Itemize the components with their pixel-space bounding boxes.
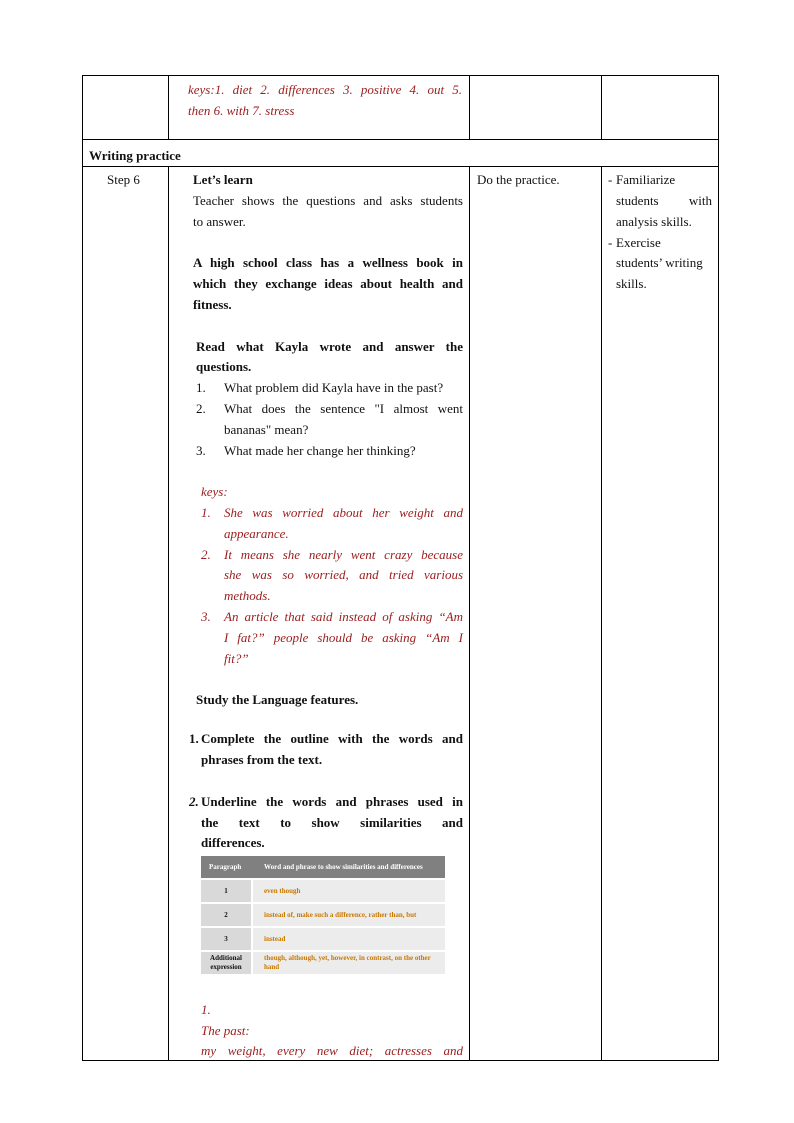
question-text: What does the sentence "I almost went xyxy=(224,401,463,416)
step-label: Step 6 xyxy=(107,172,140,187)
purpose-line: students’ writing xyxy=(616,255,703,270)
answer-text: An article that said instead of asking “Am xyxy=(224,609,463,624)
purpose-line: Exercise xyxy=(616,235,661,250)
student-activity: Do the practice. xyxy=(477,172,560,187)
row-divider xyxy=(82,139,719,140)
answer-text: fit?” xyxy=(224,651,249,666)
keys-line: then 6. with 7. stress xyxy=(188,103,295,118)
table-border-right xyxy=(718,75,719,1061)
task-number: 1. xyxy=(189,731,199,746)
words-cell: though, although, yet, however, in contrast, on the other hand xyxy=(253,952,445,974)
read-instruction: questions. xyxy=(196,359,252,374)
question-number: 1. xyxy=(196,380,206,395)
context-line: which they exchange ideas about health and xyxy=(193,276,463,291)
task-text: Underline the words and phrases used in xyxy=(201,794,463,809)
words-cell: even though xyxy=(253,880,445,902)
column-divider xyxy=(469,75,470,139)
task-text: differences. xyxy=(201,835,265,850)
keys-line: keys:1. diet 2. differences 3. positive 4. out 5. xyxy=(188,82,462,97)
purpose-line: Familiarize xyxy=(616,172,676,187)
inner-table-header xyxy=(201,856,445,878)
table-border-top xyxy=(82,75,719,76)
column-divider xyxy=(168,166,169,1061)
question-text: What problem did Kayla have in the past? xyxy=(224,380,444,395)
question-number: 3. xyxy=(196,443,206,458)
purpose-bullet: - xyxy=(608,172,616,187)
task-text: phrases from the text. xyxy=(201,752,323,767)
paragraph-cell: Additional expression xyxy=(201,952,251,974)
outline-past: The past: xyxy=(201,1023,250,1038)
answer-number: 2. xyxy=(201,547,211,562)
language-features-table xyxy=(201,856,445,974)
answer-number: 3. xyxy=(201,609,211,624)
answer-text: It means she nearly went crazy because xyxy=(224,547,463,562)
header-col-words: Word and phrase to show similarities and differences xyxy=(264,863,423,871)
column-divider xyxy=(601,75,602,139)
study-heading: Study the Language features. xyxy=(196,692,359,707)
outline-number: 1. xyxy=(201,1002,211,1017)
answer-number: 1. xyxy=(201,505,211,520)
purpose-bullet: - xyxy=(608,235,616,250)
answer-text: She was worried about her weight and xyxy=(224,505,463,520)
header-col-paragraph: Paragraph xyxy=(209,863,242,871)
section-header: Writing practice xyxy=(89,148,181,163)
purpose-line: analysis skills. xyxy=(616,214,692,229)
paragraph-cell: 1 xyxy=(201,880,251,902)
row-divider xyxy=(82,166,719,167)
answer-text: methods. xyxy=(224,588,271,603)
context-line: fitness. xyxy=(193,297,232,312)
task-text: Complete the outline with the words and xyxy=(201,731,463,746)
read-instruction: Read what Kayla wrote and answer the xyxy=(196,339,463,354)
words-cell: instead xyxy=(253,928,445,950)
intro-line: Teacher shows the questions and asks students xyxy=(193,193,463,208)
words-cell: instead of, make such a difference, rather than, but xyxy=(253,904,445,926)
question-number: 2. xyxy=(196,401,206,416)
keys-label: keys: xyxy=(201,484,228,499)
question-text: bananas" mean? xyxy=(224,422,309,437)
lets-learn-heading: Let’s learn xyxy=(193,172,253,187)
column-divider xyxy=(601,166,602,1061)
paragraph-cell: 2 xyxy=(201,904,251,926)
question-text: What made her change her thinking? xyxy=(224,443,416,458)
purpose-line: skills. xyxy=(616,276,647,291)
paragraph-cell: 3 xyxy=(201,928,251,950)
task-text: the text to show similarities and xyxy=(201,815,463,830)
purpose-line: students with xyxy=(616,193,712,208)
answer-text: appearance. xyxy=(224,526,289,541)
intro-line: to answer. xyxy=(193,214,246,229)
answer-text: she was so worried, and tried various xyxy=(224,567,463,582)
column-divider xyxy=(168,75,169,139)
outline-line: my weight, every new diet; actresses and xyxy=(201,1043,463,1058)
context-line: A high school class has a wellness book in xyxy=(193,255,463,270)
table-border-left xyxy=(82,75,83,1061)
task-number: 2. xyxy=(189,794,199,809)
column-divider xyxy=(469,166,470,1061)
answer-text: I fat?” people should be asking “Am I xyxy=(224,630,463,645)
